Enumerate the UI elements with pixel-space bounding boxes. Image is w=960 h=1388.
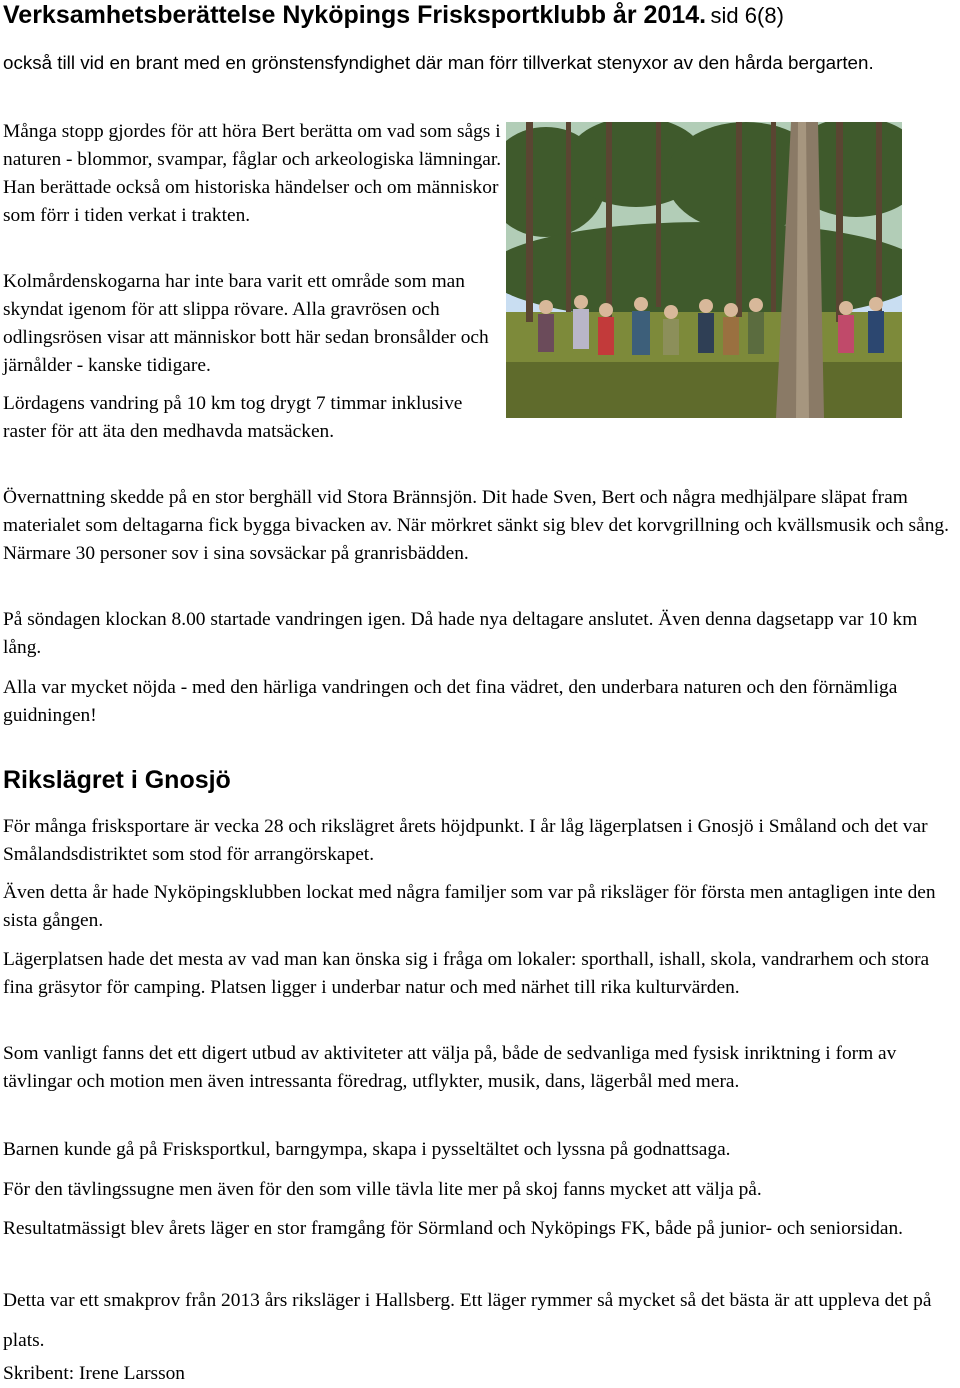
forest-group-photo (506, 122, 902, 418)
paragraph: Övernattning skedde på en stor berghäll vid Stora Brännsjön. Dit hade Sven, Bert och några medhjälpare släpat fram materialet som deltagarna fick bygga bivacken av. När mörkret sänkt sig blev det korvgrillning och kvällsmusik och sång. Närmare 30 personer sov i sina sovsäckar på granrisbädden. (3, 487, 949, 564)
paragraph: Resultatmässigt blev årets läger en stor framgång för Sörmland och Nyköpings FK, både på junior- och seniorsidan. (3, 1218, 903, 1239)
author-credit: Skribent: Irene Larsson (3, 1363, 186, 1384)
paragraph: Många stopp gjordes för att höra Bert berätta om vad som sågs i naturen - blommor, svampar, fåglar och arkeologiska lämningar. Han berättade också om historiska händelser och om människor som förr i tiden verkat i trakten. (3, 121, 502, 226)
section-heading: Rikslägret i Gnosjö (3, 766, 231, 794)
page-header (3, 1, 953, 30)
paragraph: Även detta år hade Nyköpingsklubben lockat med några familjer som var på riksläger för första men antagligen inte den sista gången. (3, 882, 936, 931)
page-number: sid 6(8) (710, 3, 784, 28)
paragraph: Alla var mycket nöjda - med den härliga vandringen och det fina vädret, den underbara naturen och den förnämliga guidningen! (3, 677, 898, 726)
paragraph: För den tävlingssugne men även för den som ville tävla lite mer på skoj fanns mycket att välja på. (3, 1179, 762, 1200)
paragraph: Barnen kunde gå på Frisksportkul, barngympa, skapa i pysseltältet och lyssna på godnattsaga. (3, 1139, 731, 1160)
paragraph: Kolmårdenskogarna har inte bara varit ett område som man skyndat igenom för att slippa rövare. Alla gravrösen och odlingsrösen visar att människor bott här sedan bronsålder och järnålder - kanske tidigare. (3, 271, 489, 376)
paragraph: Lördagens vandring på 10 km tog drygt 7 timmar inklusive raster för att äta den medhavda matsäcken. (3, 393, 463, 442)
paragraph: Detta var ett smakprov från 2013 års riksläger i Hallsberg. Ett läger rymmer så mycket så det bästa är att uppleva det på plats. (3, 1290, 932, 1351)
document-title: Verksamhetsberättelse Nyköpings Frisksportklubb år 2014. (3, 1, 707, 29)
paragraph: Lägerplatsen hade det mesta av vad man kan önska sig i fråga om lokaler: sporthall, ishall, skola, vandrarhem och stora fina gräsytor för camping. Platsen ligger i underbar natur och med närhet till rika kulturvärden. (3, 949, 930, 998)
paragraph: För många frisksportare är vecka 28 och rikslägret årets höjdpunkt. I år låg lägerplatsen i Gnosjö i Småland och det var Smålandsdistriktet som stod för arrangörskapet. (3, 816, 928, 865)
forest-group-photo-icon (506, 122, 902, 418)
paragraph: På söndagen klockan 8.00 startade vandringen igen. Då hade nya deltagare anslutet. Även denna dagsetapp var 10 km lång. (3, 609, 918, 658)
paragraph: Som vanligt fanns det ett digert utbud av aktiviteter att välja på, både de sedvanliga med fysisk inriktning i form av tävlingar och motion men även intressanta föredrag, utflykter, musik, dans, lägerbål med mera. (3, 1043, 897, 1092)
paragraph: också till vid en brant med en grönstensfyndighet där man förr tillverkat stenyxor av den hårda bergarten. (3, 52, 874, 73)
